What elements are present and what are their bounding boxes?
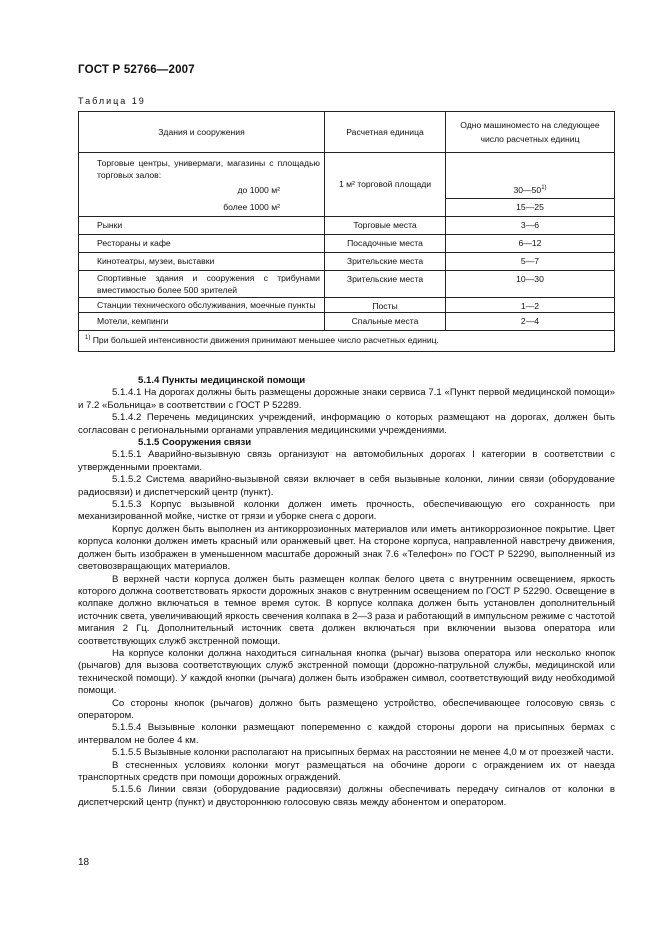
group-row-value-1: 30—50 — [513, 184, 542, 195]
paragraph: 5.1.4.2 Перечень медицинских учреждений, информацию о которых размещают на дорогах, должен быть согласован с региональными органами управления медицинскими учреждениями. — [78, 412, 615, 436]
standard-header: ГОСТ Р 52766—2007 — [78, 64, 195, 76]
table-header-row — [79, 112, 615, 153]
section-heading-5-1-5: 5.1.5 Сооружения связи — [138, 437, 252, 449]
table-row: Станции технического обслуживания, моечные пункты Посты 1—2 — [79, 297, 615, 312]
paragraph: Со стороны кнопок (рычагов) должно быть размещено устройство, обеспечивающее голосовую связь с оператором. — [78, 697, 615, 721]
section-heading-5-1-4: 5.1.4 Пункты медицинской помощи — [138, 375, 306, 386]
header-ratio-line1: Одно машиноместо на следующее — [460, 120, 600, 130]
body-text — [78, 375, 615, 809]
group-unit: 1 м² торговой площади — [325, 153, 446, 217]
paragraph: На корпусе колонки должна находиться сигнальная кнопка (рычаг) вызова оператора или несколько кнопок (рычагов) для вызова соответствующих служб экстренной помощи (дорожно-патрульной службы, медицинской или технической помощи). У каждой кнопки (рычага) должен быть изображен символ, соответствующий виду необходимой помощи. — [78, 647, 615, 697]
header-ratio — [446, 112, 615, 153]
table-row: Кинотеатры, музеи, выставки Зрительские места 5—7 — [79, 252, 615, 270]
group-row-label-1: до 1000 м² — [237, 185, 280, 195]
paragraph: В верхней части корпуса должен быть размещен колпак белого цвета с внутренним освещением, яркость которого должна соответствовать яркости дорожных знаков с внутренним освещением по ГОСТ Р 52290. Освещение в колпаке должно включаться в темное время суток. В корпусе колпака должен быть установлен дополнительный источник света, увеличивающий яркость свечения колпака в 2—3 раза и работающий в импульсном режиме с частотой мигания 2 Гц. Дополнительный источник света должен включаться при включении вызова оператора или соответствующих служб экстренной помощи. — [78, 573, 615, 647]
paragraph: 5.1.5.2 Система аварийно-вызывной связи включает в себя вызывные колонки, линии связи (оборудование радиосвязи) и диспетчерский центр (пункт). — [78, 474, 615, 498]
footnote-ref: 1) — [541, 184, 547, 191]
page-number: 18 — [78, 857, 90, 868]
table-footnote-row — [79, 330, 615, 351]
table-row: Рестораны и кафе Посадочные места 6—12 — [79, 234, 615, 252]
paragraph: 5.1.5.1 Аварийно-вызывную связь организуют на автомобильных дорогах I категории в соответствии с утвержденными проектами. — [78, 449, 615, 473]
table-footnote: При большей интенсивности движения принимают меньшее число расчетных единиц. — [92, 335, 439, 345]
table-row-group-title — [79, 153, 615, 199]
paragraph: 5.1.4.1 На дорогах должны быть размещены дорожные знаки сервиса 7.1 «Пункт первой медицинской помощи» и 7.2 «Больница» в соответствии с ГОСТ Р 52289. — [78, 387, 615, 411]
paragraph: 5.1.5.3 Корпус вызывной колонки должен иметь прочность, обеспечивающую его сохранность при механизированной мойке, чистке от грязи и уборке снега с дороги. — [78, 499, 615, 523]
footnote-mark: 1) — [85, 335, 91, 342]
group-row-label-2: более 1000 м² — [223, 201, 280, 212]
header-ratio-line2: число расчетных единиц — [480, 134, 580, 144]
paragraph: Корпус должен быть выполнен из антикоррозионных материалов или иметь антикоррозионное покрытие. Цвет корпуса колонки должен иметь красный или оранжевый цвет. На стороне корпуса, направленной навстречу движения, должен быть изображен в уменьшенном масштабе дорожный знак 7.6 «Телефон» по ГОСТ Р 52290, выполненный из световозвращающих материалов. — [78, 523, 615, 573]
paragraph: В стесненных условиях колонки могут размещаться на обочине дороги с ограждением их от наезда транспортных средств при помощи дорожных ограждений. — [78, 759, 615, 783]
table-row: Мотели, кемпинги Спальные места 2—4 — [79, 312, 615, 330]
paragraph: 5.1.5.5 Вызывные колонки располагают на присыпных бермах на расстоянии не менее 4,0 м от проезжей части. — [112, 747, 614, 759]
group-row-value-2: 15—25 — [446, 198, 615, 216]
table-row: Рынки Торговые места 3—6 — [79, 216, 615, 234]
table-row: Спортивные здания и сооружения с трибунами вместимостью более 500 зрителей Зрительские места 10—30 — [79, 270, 615, 297]
header-unit: Расчетная единица — [325, 112, 446, 153]
paragraph: 5.1.5.6 Линии связи (оборудование радиосвязи) должны обеспечивать передачу сигналов от колонки в диспетчерский центр (пункт) и двустороннюю голосовую связь между абонентом и оператором. — [78, 784, 615, 808]
header-buildings: Здания и сооружения — [79, 112, 325, 153]
table-caption: Таблица 19 — [78, 96, 146, 106]
group-title: Торговые центры, универмаги, магазины с площадью торговых залов: — [97, 158, 320, 180]
paragraph: 5.1.5.4 Вызывные колонки размещают попеременно с каждой стороны дороги на присыпных бермах с интервалом не более 4 км. — [78, 722, 615, 746]
parking-norms-table — [78, 111, 615, 352]
